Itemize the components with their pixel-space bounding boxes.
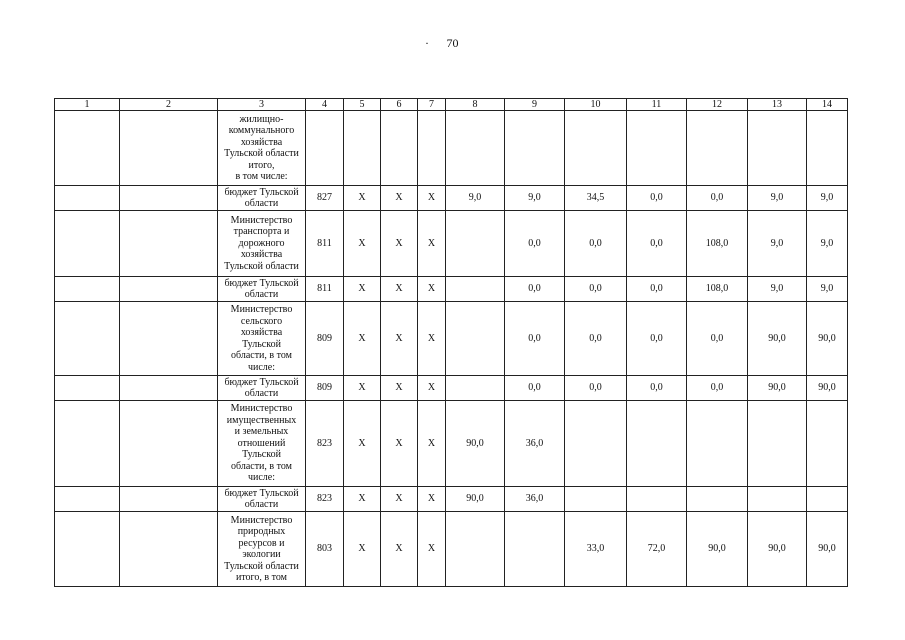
table-cell: 36,0 <box>505 401 565 487</box>
table-cell: 0,0 <box>565 302 627 376</box>
table-row <box>55 401 848 487</box>
organization-cell: бюджет Тульской области <box>218 487 306 512</box>
table-cell: 9,0 <box>446 186 505 211</box>
table-cell: Х <box>418 512 446 587</box>
table-cell <box>120 302 218 376</box>
table-cell: 9,0 <box>807 186 848 211</box>
table-cell: 0,0 <box>627 302 687 376</box>
table-cell: 0,0 <box>627 376 687 401</box>
table-cell <box>687 401 748 487</box>
table-cell: 9,0 <box>748 186 807 211</box>
table-cell <box>120 376 218 401</box>
table-cell: 72,0 <box>627 512 687 587</box>
table-cell: 827 <box>306 186 344 211</box>
table-cell: Х <box>344 376 381 401</box>
table-cell <box>807 111 848 186</box>
column-header: 5 <box>344 99 381 111</box>
table-cell <box>627 487 687 512</box>
table-cell <box>55 111 120 186</box>
table-cell <box>446 302 505 376</box>
table-row <box>55 111 848 186</box>
table-cell: Х <box>418 487 446 512</box>
table-cell <box>120 487 218 512</box>
table-cell <box>120 211 218 277</box>
column-header: 6 <box>381 99 418 111</box>
table-cell <box>505 111 565 186</box>
table-cell <box>446 111 505 186</box>
column-header: 10 <box>565 99 627 111</box>
table-row <box>55 512 848 587</box>
column-header: 8 <box>446 99 505 111</box>
table-cell <box>807 487 848 512</box>
table-cell: 0,0 <box>687 302 748 376</box>
organization-cell: бюджет Тульской области <box>218 376 306 401</box>
table-cell: 0,0 <box>627 277 687 302</box>
table-cell <box>687 111 748 186</box>
organization-cell: Министерство имущественных и земельных отношений Тульской области, в том числе: <box>218 401 306 487</box>
table-cell <box>120 277 218 302</box>
table-cell: Х <box>344 487 381 512</box>
table-cell: Х <box>344 211 381 277</box>
table-cell: 90,0 <box>807 512 848 587</box>
table-cell <box>55 487 120 512</box>
table-row <box>55 376 848 401</box>
table-cell <box>55 302 120 376</box>
table-cell <box>627 401 687 487</box>
table-cell: 823 <box>306 487 344 512</box>
table-cell <box>120 186 218 211</box>
table-cell: 90,0 <box>807 376 848 401</box>
organization-cell: бюджет Тульской области <box>218 277 306 302</box>
page-mark: · <box>425 36 429 50</box>
table-cell: 108,0 <box>687 211 748 277</box>
table-cell: 90,0 <box>446 401 505 487</box>
table-cell <box>120 512 218 587</box>
table-cell: 0,0 <box>565 277 627 302</box>
column-header: 2 <box>120 99 218 111</box>
column-header: 7 <box>418 99 446 111</box>
table-cell <box>120 111 218 186</box>
table-cell: Х <box>344 277 381 302</box>
table-cell: Х <box>344 401 381 487</box>
organization-cell: бюджет Тульской области <box>218 186 306 211</box>
column-header: 14 <box>807 99 848 111</box>
table-cell: Х <box>381 302 418 376</box>
page-number <box>0 36 905 51</box>
organization-cell: Министерство сельского хозяйства Тульской области, в том числе: <box>218 302 306 376</box>
table-cell: 0,0 <box>687 376 748 401</box>
table-cell: 0,0 <box>627 186 687 211</box>
table-cell: Х <box>381 401 418 487</box>
table-cell: Х <box>418 211 446 277</box>
table-cell: Х <box>344 302 381 376</box>
table-cell: Х <box>381 211 418 277</box>
table-cell: 9,0 <box>807 211 848 277</box>
table-cell <box>55 186 120 211</box>
table-cell: 9,0 <box>505 186 565 211</box>
table-cell <box>807 401 848 487</box>
table-cell: Х <box>418 376 446 401</box>
table-cell: Х <box>344 512 381 587</box>
column-header: 9 <box>505 99 565 111</box>
column-header: 4 <box>306 99 344 111</box>
table-cell <box>381 111 418 186</box>
table-cell: 809 <box>306 302 344 376</box>
table-row <box>55 302 848 376</box>
table-cell: 108,0 <box>687 277 748 302</box>
table-cell: 90,0 <box>748 376 807 401</box>
table-cell <box>505 512 565 587</box>
organization-cell: Министерство транспорта и дорожного хозяйства Тульской области <box>218 211 306 277</box>
table-cell: Х <box>381 487 418 512</box>
table-cell: 823 <box>306 401 344 487</box>
table-cell: 0,0 <box>687 186 748 211</box>
table-cell: 0,0 <box>505 277 565 302</box>
table-cell <box>55 401 120 487</box>
table-cell: Х <box>381 186 418 211</box>
table-cell <box>446 277 505 302</box>
table-cell: 36,0 <box>505 487 565 512</box>
table-cell: 0,0 <box>565 211 627 277</box>
table-cell <box>565 401 627 487</box>
column-header: 12 <box>687 99 748 111</box>
table-cell: 90,0 <box>748 512 807 587</box>
table-cell: Х <box>418 277 446 302</box>
table-cell: 0,0 <box>505 302 565 376</box>
table-cell: 0,0 <box>565 376 627 401</box>
table-cell: Х <box>381 277 418 302</box>
column-header: 13 <box>748 99 807 111</box>
table-cell: 90,0 <box>748 302 807 376</box>
table-cell <box>418 111 446 186</box>
table-cell: 90,0 <box>446 487 505 512</box>
table-cell: 9,0 <box>748 277 807 302</box>
table-cell <box>55 512 120 587</box>
table-cell: 90,0 <box>687 512 748 587</box>
table-cell: 9,0 <box>748 211 807 277</box>
budget-table <box>54 98 848 587</box>
table-cell: Х <box>381 376 418 401</box>
table-cell <box>748 487 807 512</box>
table-cell: 33,0 <box>565 512 627 587</box>
table-cell <box>120 401 218 487</box>
table-row <box>55 277 848 302</box>
table-cell <box>687 487 748 512</box>
table-row <box>55 211 848 277</box>
table-cell: Х <box>418 401 446 487</box>
table-cell: 0,0 <box>505 376 565 401</box>
table-cell: 0,0 <box>505 211 565 277</box>
organization-cell: жилищно- коммунального хозяйства Тульской области итого, в том числе: <box>218 111 306 186</box>
table-cell <box>306 111 344 186</box>
table-cell: Х <box>344 186 381 211</box>
organization-cell: Министерство природных ресурсов и экологии Тульской области итого, в том <box>218 512 306 587</box>
column-header: 3 <box>218 99 306 111</box>
table-cell: Х <box>418 302 446 376</box>
table-cell: Х <box>381 512 418 587</box>
table-cell <box>55 376 120 401</box>
table-cell: Х <box>418 186 446 211</box>
table-row <box>55 186 848 211</box>
table-cell: 90,0 <box>807 302 848 376</box>
table-cell: 9,0 <box>807 277 848 302</box>
table-cell: 0,0 <box>627 211 687 277</box>
table-cell <box>344 111 381 186</box>
table-cell <box>565 111 627 186</box>
table-cell <box>446 512 505 587</box>
table-cell <box>55 211 120 277</box>
table-cell <box>565 487 627 512</box>
table-cell <box>55 277 120 302</box>
page-number-value: 70 <box>446 36 459 50</box>
table-cell: 811 <box>306 277 344 302</box>
table-header-row <box>55 99 848 111</box>
column-header: 11 <box>627 99 687 111</box>
table-row <box>55 487 848 512</box>
table-cell: 811 <box>306 211 344 277</box>
table-cell <box>748 401 807 487</box>
table-cell <box>748 111 807 186</box>
column-header: 1 <box>55 99 120 111</box>
table-cell <box>627 111 687 186</box>
table-cell <box>446 211 505 277</box>
table-cell: 809 <box>306 376 344 401</box>
table-cell: 34,5 <box>565 186 627 211</box>
table-cell <box>446 376 505 401</box>
table-cell: 803 <box>306 512 344 587</box>
